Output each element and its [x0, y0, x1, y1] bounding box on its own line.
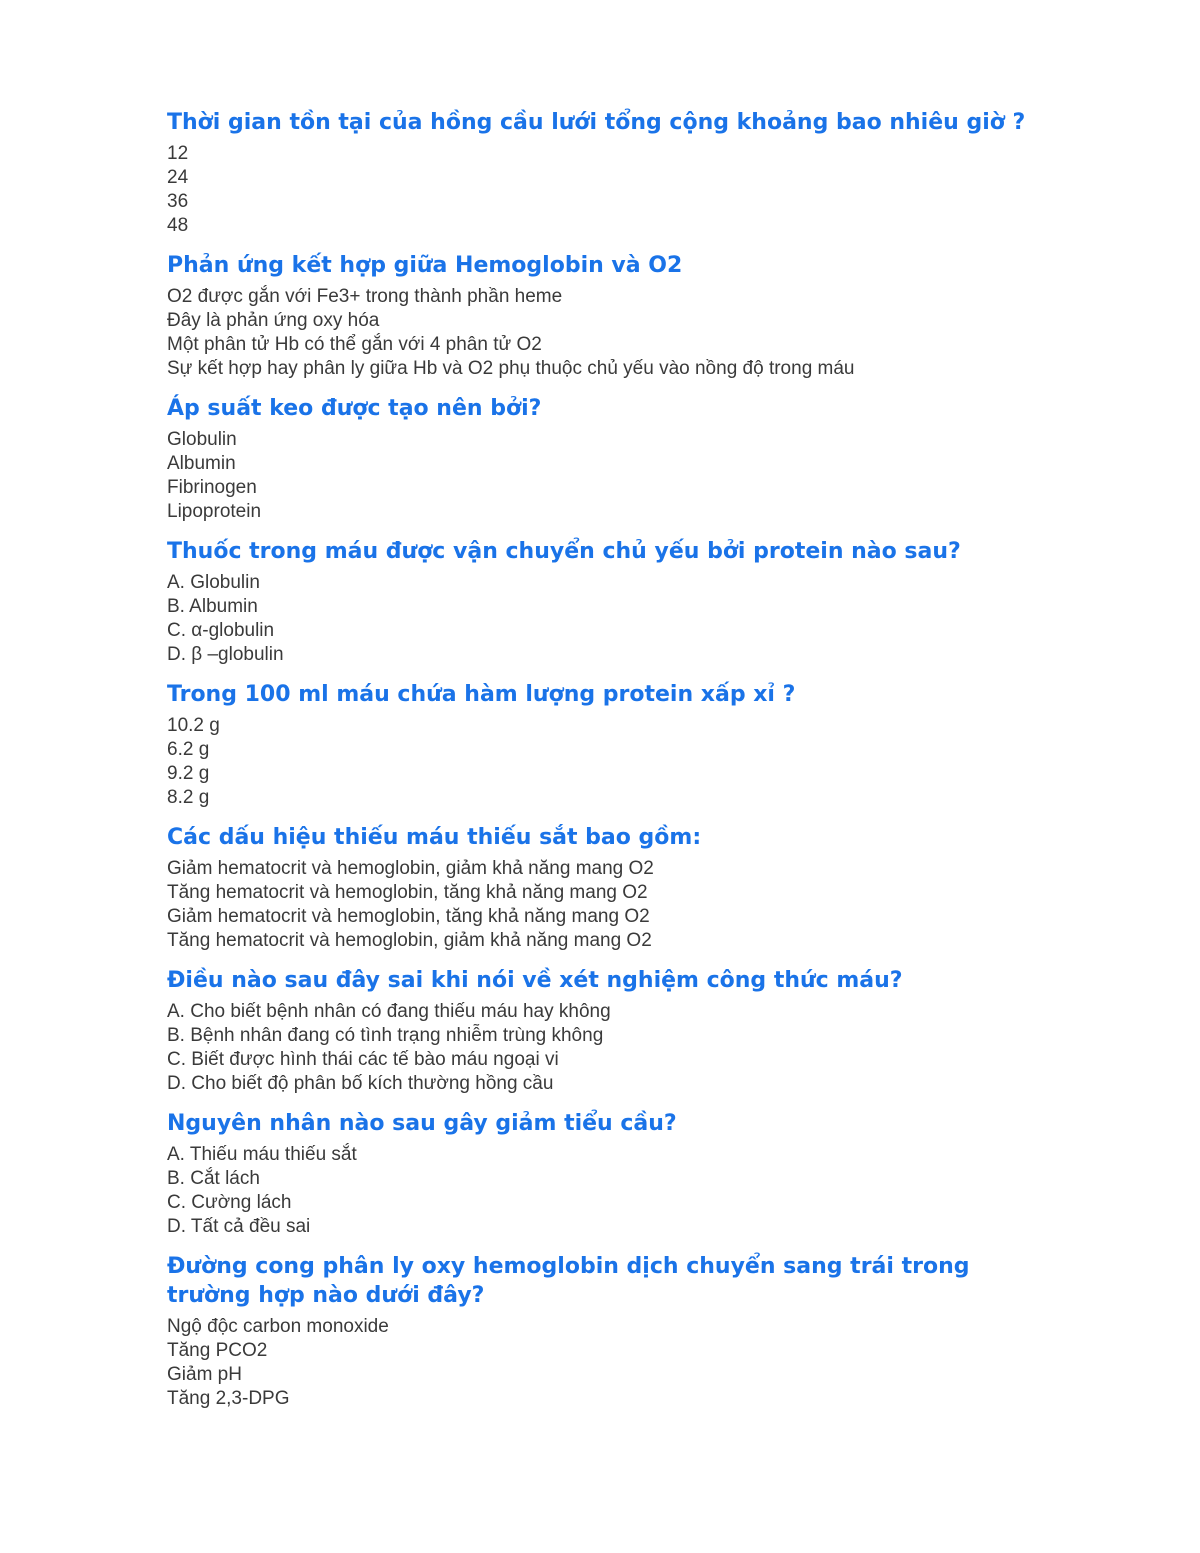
question-5 — [167, 680, 1047, 810]
question-title: Áp suất keo được tạo nên bởi? — [167, 396, 542, 421]
option: 12 — [167, 143, 189, 164]
option: D. Tất cả đều sai — [167, 1216, 311, 1237]
option: Globulin — [167, 429, 237, 450]
option: Lipoprotein — [167, 501, 262, 522]
question-8 — [167, 1109, 1047, 1239]
option-list — [167, 857, 1047, 953]
question-7 — [167, 966, 1047, 1096]
option: D. β –globulin — [167, 644, 284, 665]
option: C. α-globulin — [167, 620, 275, 641]
option: Tăng hematocrit và hemoglobin, giảm khả năng mang O2 — [167, 930, 652, 951]
option: 36 — [167, 191, 189, 212]
option: Một phân tử Hb có thể gắn với 4 phân tử O2 — [167, 334, 542, 355]
option-list — [167, 1143, 1047, 1239]
option: Tăng PCO2 — [167, 1340, 268, 1361]
option: Giảm pH — [167, 1364, 242, 1385]
option: Tăng 2,3-DPG — [167, 1388, 290, 1409]
question-1 — [167, 108, 1047, 238]
question-title: Trong 100 ml máu chứa hàm lượng protein xấp xỉ ? — [167, 682, 796, 707]
option: Giảm hematocrit và hemoglobin, giảm khả năng mang O2 — [167, 858, 654, 879]
question-title: Phản ứng kết hợp giữa Hemoglobin và O2 — [167, 253, 683, 278]
option: Albumin — [167, 453, 236, 474]
document-page — [167, 108, 1047, 1424]
option-list — [167, 571, 1047, 667]
question-title: Nguyên nhân nào sau gây giảm tiểu cầu? — [167, 1111, 677, 1136]
question-title: Các dấu hiệu thiếu máu thiếu sắt bao gồm: — [167, 825, 702, 850]
option-list — [167, 428, 1047, 524]
question-9 — [167, 1252, 1047, 1411]
option: 48 — [167, 215, 189, 236]
question-6 — [167, 823, 1047, 953]
question-title: Đường cong phân ly oxy hemoglobin dịch chuyển sang trái trong trường hợp nào dưới đây? — [167, 1254, 970, 1308]
option: 8.2 g — [167, 787, 210, 808]
option: 10.2 g — [167, 715, 220, 736]
question-4 — [167, 537, 1047, 667]
option-list — [167, 285, 1047, 381]
option: A. Cho biết bệnh nhân có đang thiếu máu hay không — [167, 1001, 611, 1022]
option: Tăng hematocrit và hemoglobin, tăng khả năng mang O2 — [167, 882, 648, 903]
option: Ngộ độc carbon monoxide — [167, 1316, 389, 1337]
option: Giảm hematocrit và hemoglobin, tăng khả năng mang O2 — [167, 906, 650, 927]
option-list — [167, 1000, 1047, 1096]
question-title: Điều nào sau đây sai khi nói về xét nghiệm công thức máu? — [167, 968, 903, 993]
option: C. Cường lách — [167, 1192, 292, 1213]
option: A. Globulin — [167, 572, 260, 593]
question-2 — [167, 251, 1047, 381]
option-list — [167, 1315, 1047, 1411]
option: A. Thiếu máu thiếu sắt — [167, 1144, 357, 1165]
option: B. Bệnh nhân đang có tình trạng nhiễm trùng không — [167, 1025, 604, 1046]
option: B. Cắt lách — [167, 1168, 260, 1189]
option: O2 được gắn với Fe3+ trong thành phần heme — [167, 286, 563, 307]
question-title: Thời gian tồn tại của hồng cầu lưới tổng cộng khoảng bao nhiêu giờ ? — [167, 110, 1026, 135]
option: 9.2 g — [167, 763, 210, 784]
option: 6.2 g — [167, 739, 210, 760]
option: Sự kết hợp hay phân ly giữa Hb và O2 phụ thuộc chủ yếu vào nồng độ trong máu — [167, 358, 855, 379]
option: Fibrinogen — [167, 477, 257, 498]
option: C. Biết được hình thái các tế bào máu ngoại vi — [167, 1049, 559, 1070]
option-list — [167, 142, 1047, 238]
option-list — [167, 714, 1047, 810]
option: 24 — [167, 167, 189, 188]
option: Đây là phản ứng oxy hóa — [167, 310, 380, 331]
question-title: Thuốc trong máu được vận chuyển chủ yếu bởi protein nào sau? — [167, 539, 961, 564]
question-3 — [167, 394, 1047, 524]
option: D. Cho biết độ phân bố kích thường hồng cầu — [167, 1073, 554, 1094]
option: B. Albumin — [167, 596, 258, 617]
